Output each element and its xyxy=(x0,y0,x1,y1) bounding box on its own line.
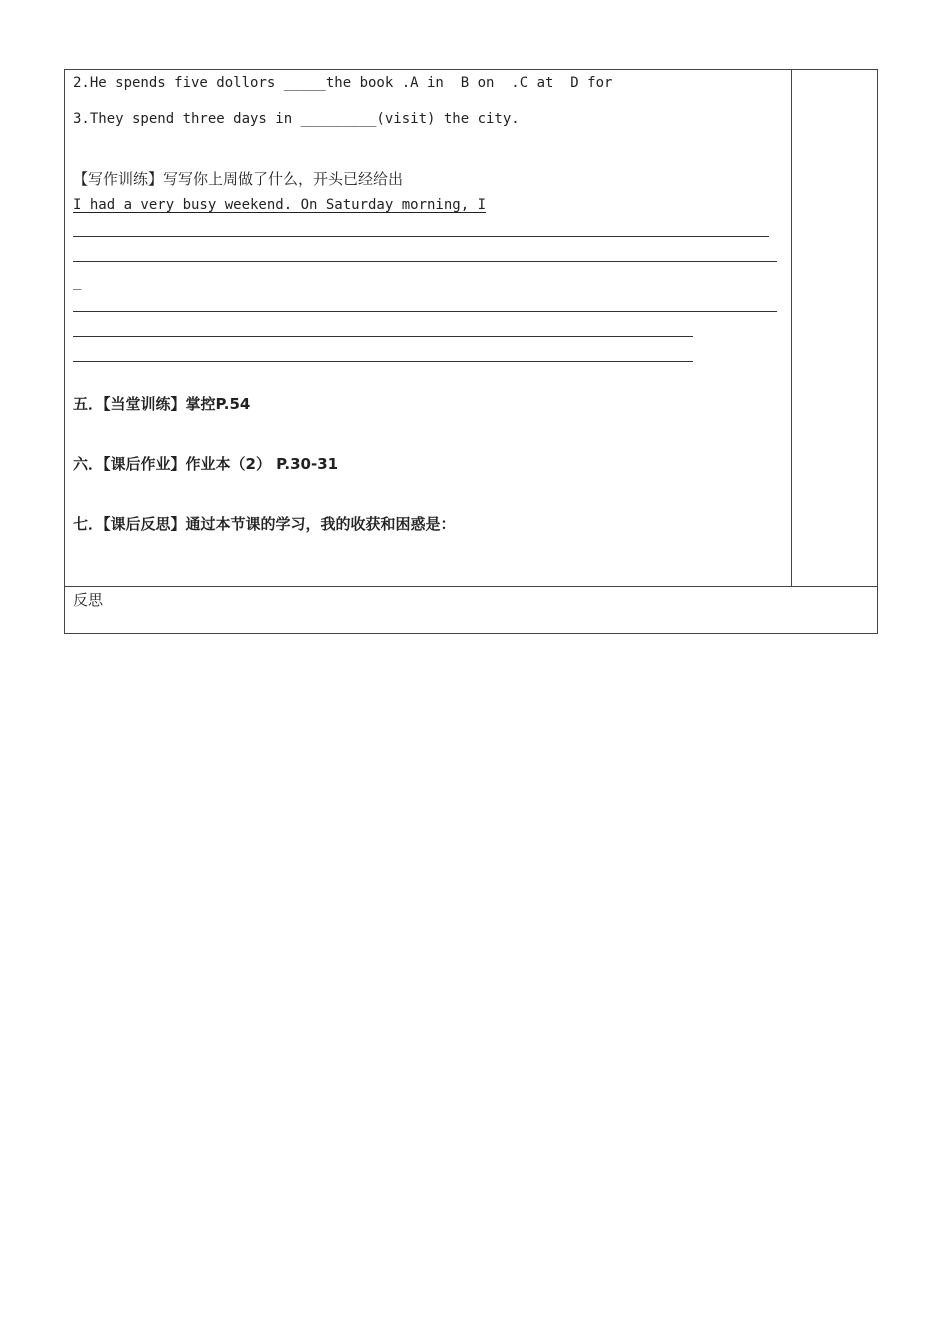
writing-line-dash: _ xyxy=(73,274,82,290)
reflection-cell xyxy=(65,587,877,633)
writing-heading: 【写作训练】写写你上周做了什么，开头已经给出 xyxy=(73,170,404,188)
exercise-question-2: 2.He spends five dollors _____the book .A in B on .C at D for xyxy=(73,75,613,91)
section-in-class-practice: 五．【当堂训练】掌控P.54 xyxy=(73,395,251,413)
worksheet-table xyxy=(64,69,878,634)
content-cell xyxy=(65,70,792,586)
writing-line-1 xyxy=(73,236,769,237)
writing-line-5 xyxy=(73,361,693,362)
writing-line-4 xyxy=(73,336,693,337)
section-after-class-reflection: 七．【课后反思】通过本节课的学习，我的收获和困惑是： xyxy=(73,515,456,533)
exercise-question-3: 3.They spend three days in _________(visit) the city. xyxy=(73,111,520,127)
writing-line-3 xyxy=(73,311,777,312)
writing-line-2 xyxy=(73,261,777,262)
writing-starter-sentence: I had a very busy weekend. On Saturday morning, I xyxy=(73,197,487,213)
reflection-label: 反思 xyxy=(73,591,104,609)
notes-cell xyxy=(792,70,877,586)
section-homework: 六．【课后作业】作业本（2） P.30-31 xyxy=(73,455,339,473)
